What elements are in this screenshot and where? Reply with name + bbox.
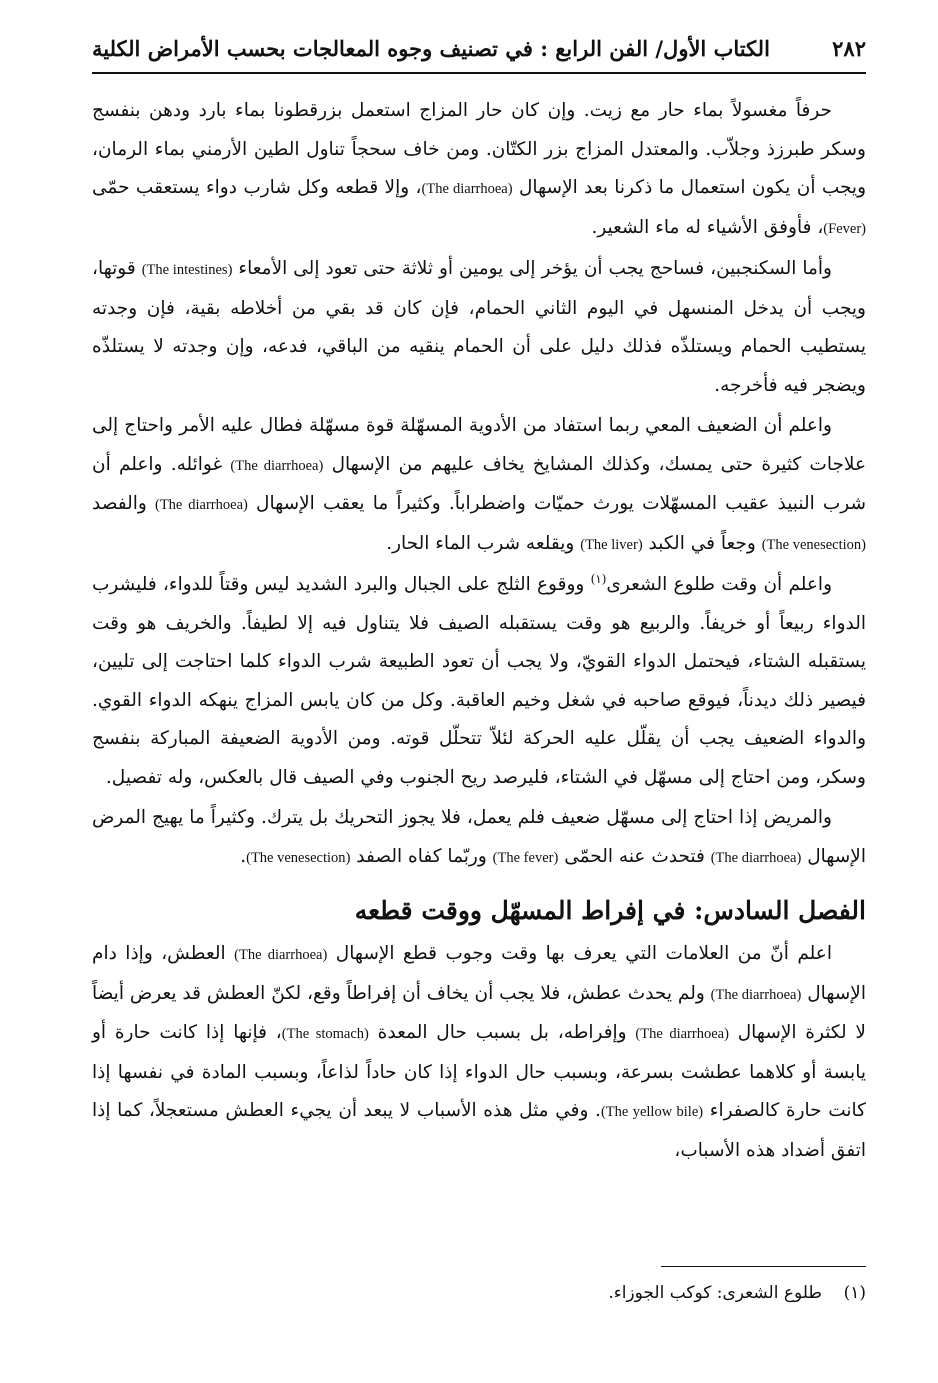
footnote-text: طلوع الشعرى: كوكب الجوزاء.: [608, 1283, 822, 1303]
body-text: [92, 92, 866, 1172]
running-title: الكتاب الأول/ الفن الرابع : في تصنيف وجوه المعالجات بحسب الأمراض الكلية: [92, 35, 770, 61]
english-term: (The venesection): [761, 536, 866, 553]
header-rule: [92, 72, 866, 74]
english-term: (The diarrhoea): [230, 457, 324, 474]
paragraph-2: وأما السكنجبين، فساحج يجب أن يؤخر إلى يومين أو ثلاثة حتى تعود إلى الأمعاء (The intestines) قوتها، ويجب أن يدخل المنسهل في اليوم الثاني الحمام، فإن كان قد بقي من أخلاطه بقية، فإن وجدته يستطيب الحمام ويستلذّه فذلك دليل على أن الحمام ينقيه من الباقي، فدعه، وإن وجدته لا يستلذّه ويضجر فيه فأخرجه.: [92, 258, 866, 396]
paragraph-3: واعلم أن الضعيف المعي ربما استفاد من الأدوية المسهّلة قوة مسهّلة فطال عليه الأمر واحتاج إلى علاجات كثيرة حتى يمسك، وكذلك المشايخ يخاف عليهم من الإسهال (The diarrhoea) غوائله. واعلم أن شرب النبيذ عقيب المسهّلات يورث حميّات واضطراباً. وكثيراً ما يعقب الإسهال (The diarrhoea) والفصد (The venesection) وجعاً في الكبد (The liver) ويقلعه شرب الماء الحار.: [92, 415, 866, 554]
english-term: (The fever): [492, 849, 559, 866]
english-term: (The diarrhoea): [710, 849, 802, 866]
paragraph-4: واعلم أن وقت طلوع الشعرى$^{(١)}$ ووقوع الثلج على الجبال والبرد الشديد ليس وقتاً للدواء، فليشرب الدواء ربيعاً أو خريفاً. والربيع هو وقت يستقبله الصيف فلا يتناول فيه إلا لطيفاً. والخريف هو وقت يستقبله الشتاء، فيحتمل الدواء القويّ، ولا يجب أن تعود الطبيعة شرب الدواء كلما احتاجت إلى تليين، فيصير ذلك ديدناً، فيوقع صاحبه في شغل وخيم العاقبة. وكل من كان يابس المزاج ينهكه الدواء القوي. والدواء الضعيف يجب أن يقلّل عليه الحركة لئلاّ تتحلّل قوته. ومن الأدوية الضعيفة المباركة بنفسج وسكر، ومن احتاج إلى مسهّل في الشتاء، فليرصد ريح الجنوب وفي الصيف قال بالعكس، وله تفصيل.: [92, 571, 866, 788]
english-term: (The diarrhoea): [635, 1026, 729, 1042]
english-term: (The diarrhoea): [421, 181, 513, 197]
page-number: ٢٨٢: [832, 35, 866, 61]
paragraph-1: حرفاً مغسولاً بماء حار مع زيت. وإن كان حار المزاج استعمل بزرقطونا بماء بارد ودهن بنفسج وسكر طبرزذ وجلاّب. والمعتدل المزاج بزر الكتّان. ومن خاف سحجاً تناول الطين الأرمني بماء الرمان، ويجب أن يكون استعمال ما ذكرنا بعد الإسهال (The diarrhoea)، وإلا قطعه وكل شارب دواء يستعقب حمّى (Fever)، فأوفق الأشياء له ماء الشعير.: [92, 100, 867, 238]
english-term: (The venesection): [246, 849, 351, 866]
english-term: (The yellow bile): [600, 1104, 704, 1120]
footnote-reference: (١): [590, 571, 607, 586]
paragraph-5: والمريض إذا احتاج إلى مسهّل ضعيف فلم يعمل، فلا يجوز التحريك بل يترك. وكثيراً ما يهيج المرض الإسهال (The diarrhoea) فتحدث عنه الحمّى (The fever) وربّما كفاه الصفد (The venesection).: [92, 807, 866, 867]
running-head: [92, 30, 866, 66]
english-term: (The diarrhoea): [710, 986, 802, 1003]
section-heading: الفصل السادس: في إفراط المسهّل ووقت قطعه: [354, 896, 866, 925]
english-term: (The intestines): [141, 262, 233, 278]
english-term: (The diarrhoea): [234, 947, 328, 963]
english-term: (The diarrhoea): [154, 497, 248, 513]
english-term: (Fever): [823, 220, 866, 237]
english-term: (The stomach): [281, 1026, 369, 1042]
footnote-rule: [661, 1266, 866, 1267]
footnote-number: (١): [843, 1283, 866, 1303]
english-term: (The liver): [580, 536, 643, 553]
footnote: [92, 1280, 866, 1306]
section-paragraph: اعلم أنّ من العلامات التي يعرف بها وقت وجوب قطع الإسهال (The diarrhoea) العطش، وإذا دام الإسهال (The diarrhoea) ولم يحدث عطش، فلا يجب أن يخاف أن إفراطاً وقع، لكنّ العطش قد يعرض أيضاً لا لكثرة الإسهال (The diarrhoea) وإفراطه، بل بسبب حال المعدة (The stomach)، فإنها إذا كانت حارة أو يابسة أو كلاهما عطشت بسرعة، وبسبب حال الدواء إذا كان حاداً لذاعاً، وبسبب المادة في نفسها إذا كانت حارة كالصفراء (The yellow bile). وفي مثل هذه الأسباب لا يبعد أن يجيء العطش مستعجلاً، كما إذا اتفق أضداد هذه الأسباب،: [92, 943, 866, 1161]
